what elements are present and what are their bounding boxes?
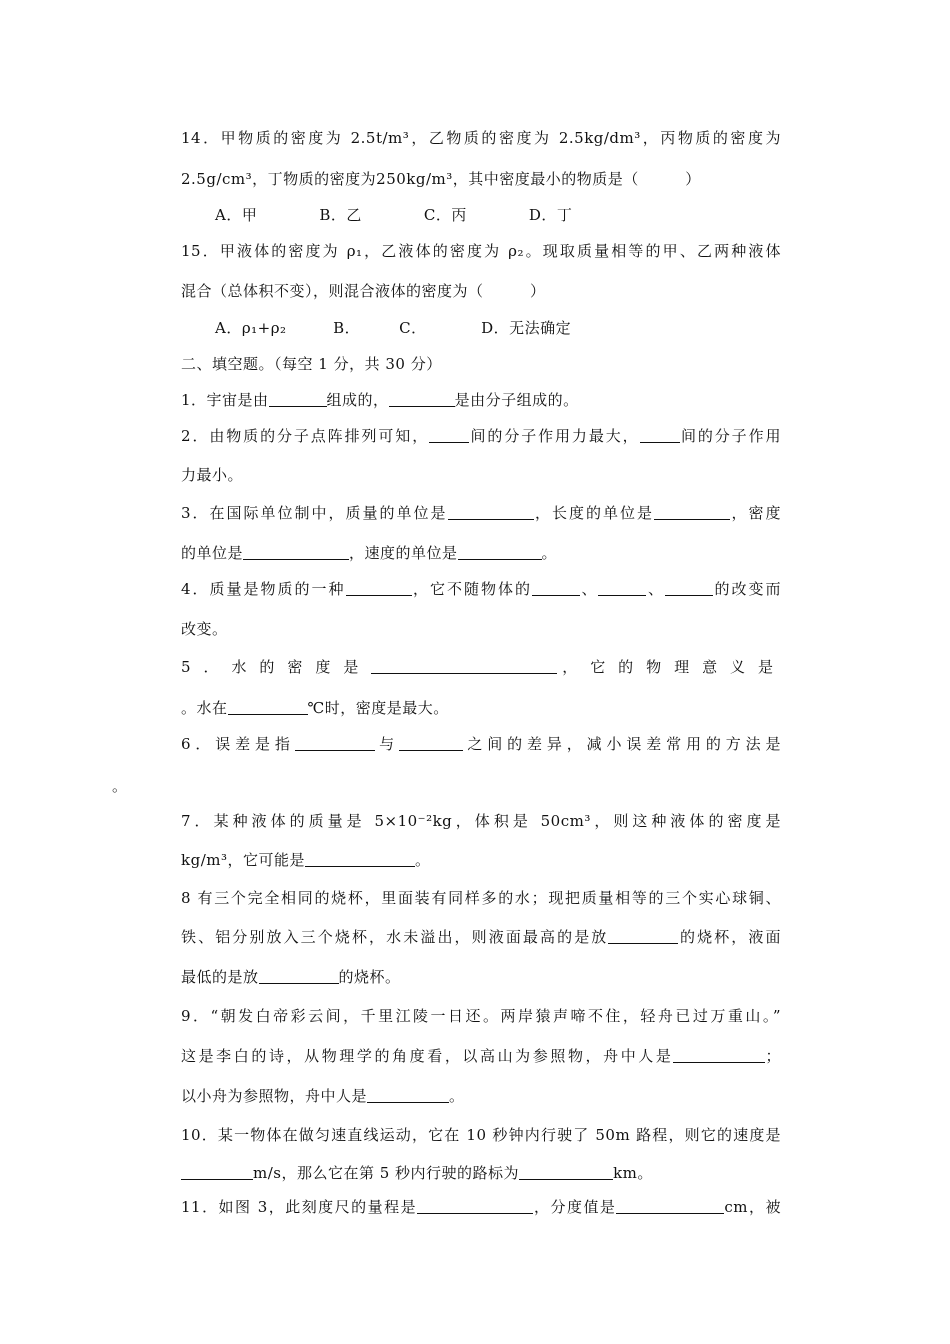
q3-blank-2[interactable] — [654, 503, 730, 520]
fill-q3-line1 — [181, 502, 781, 524]
q5-blank-1[interactable] — [371, 657, 557, 674]
q3-blank-1[interactable] — [448, 503, 534, 520]
q6-text-a: 6．误差是指 — [181, 735, 295, 753]
q5-text-c: 。水在 — [181, 699, 228, 717]
q10-blank-2[interactable] — [519, 1163, 613, 1180]
q10-text-b: km。 — [613, 1164, 653, 1182]
fill-q10-line1: 10．某一物体在做匀速直线运动，它在 10 秒钟内行驶了 50m 路程，则它的速度是 — [181, 1126, 781, 1144]
q4-blank-2[interactable] — [532, 579, 580, 596]
fill-q6-line1 — [181, 733, 781, 755]
q5-text-d: ℃时，密度是最大。 — [307, 699, 449, 717]
q4-text-a: 4．质量是物质的一种 — [181, 580, 346, 598]
fill-q7-line2 — [181, 849, 781, 871]
q3-text-d: 的单位是 — [181, 544, 244, 562]
q3-text-f: 。 — [541, 544, 558, 562]
q5-text-a: 5．水的密度是 — [181, 658, 372, 676]
q9-text-a: 这是李白的诗，从物理学的角度看，以高山为参照物，舟中人是 — [181, 1047, 674, 1065]
q1-blank-2[interactable] — [389, 390, 455, 407]
q3-text-c: ，密度 — [729, 504, 781, 522]
fill-q1 — [181, 389, 781, 411]
q11-text-b: ，分度值是 — [533, 1198, 617, 1216]
q4-text-b: ，它不随物体的 — [411, 580, 532, 598]
fill-q5-line2 — [181, 697, 781, 719]
q9-blank-2[interactable] — [367, 1086, 449, 1103]
q3-blank-3[interactable] — [243, 543, 349, 560]
fill-q10-line2 — [181, 1162, 781, 1184]
fill-q4-line1 — [181, 578, 781, 600]
q4-blank-3[interactable] — [598, 579, 646, 596]
q7-text-a: kg/m³，它可能是 — [181, 851, 305, 869]
fill-q9-line2 — [181, 1045, 781, 1067]
q11-text-a: 11．如图 3，此刻度尺的量程是 — [181, 1198, 418, 1216]
q4-blank-1[interactable] — [346, 579, 412, 596]
q4-text-d: 、 — [646, 580, 665, 598]
q2-blank-2[interactable] — [640, 426, 680, 443]
q1-text-a: 1．宇宙是由 — [181, 391, 269, 409]
q9-blank-1[interactable] — [673, 1046, 765, 1063]
q10-blank-1[interactable] — [181, 1163, 253, 1180]
q14-line2: 2.5g/cm³，丁物质的密度为250kg/m³，其中密度最小的物质是（ ） — [181, 170, 701, 188]
q14-options: A．甲 B．乙 C．丙 D．丁 — [215, 206, 573, 224]
q8-text-d: 的烧杯。 — [338, 968, 401, 986]
q1-text-c: 是由分子组成的。 — [454, 391, 579, 409]
q5-text-b: ，它的物理意义是 — [557, 658, 781, 676]
q2-text-b: 间的分子作用力最大， — [469, 427, 640, 445]
q2-blank-1[interactable] — [429, 426, 469, 443]
fill-q7-line1: 7．某种液体的质量是 5×10⁻²kg，体积是 50cm³，则这种液体的密度是 — [181, 812, 781, 830]
q4-text-c: 、 — [579, 580, 599, 598]
q2-text-c: 间的分子作用 — [679, 427, 781, 445]
fill-q3-line2 — [181, 542, 781, 564]
q7-text-b: 。 — [414, 851, 431, 869]
q3-text-b: ，长度的单位是 — [533, 504, 654, 522]
q8-text-a: 铁、铝分别放入三个烧杯，水未溢出，则液面最高的是放 — [181, 928, 609, 946]
q14-line1: 14．甲物质的密度为 2.5t/m³，乙物质的密度为 2.5kg/dm³，丙物质的密度为 — [181, 129, 781, 147]
q8-text-c: 最低的是放 — [181, 968, 259, 986]
fill-q2-line2: 力最小。 — [181, 466, 244, 484]
q4-text-e: 的改变而 — [712, 580, 781, 598]
fill-q4-line2: 改变。 — [181, 620, 228, 638]
q8-text-b: 的烧杯，液面 — [678, 928, 781, 946]
fill-q5-line1 — [181, 656, 781, 678]
fill-q2-line1 — [181, 425, 781, 447]
fill-q8-line3 — [181, 966, 781, 988]
fill-q8-line2 — [181, 926, 781, 948]
q8-blank-2[interactable] — [259, 967, 339, 984]
q4-blank-4[interactable] — [665, 579, 713, 596]
q10-text-a: m/s，那么它在第 5 秒内行驶的路标为 — [253, 1164, 520, 1182]
section2-heading: 二、填空题。（每空 1 分，共 30 分） — [181, 355, 442, 373]
q2-text-a: 2．由物质的分子点阵排列可知， — [181, 427, 430, 445]
q9-text-c: 以小舟为参照物，舟中人是 — [181, 1087, 368, 1105]
q9-text-b: ； — [765, 1047, 781, 1065]
q9-text-d: 。 — [449, 1087, 465, 1105]
q11-text-c: cm，被 — [724, 1198, 781, 1216]
q15-line2: 混合（总体积不变），则混合液体的密度为（ ） — [181, 282, 546, 300]
q15-line1: 15．甲液体的密度为 ρ₁，乙液体的密度为 ρ₂。现取质量相等的甲、乙两种液体 — [181, 242, 781, 260]
fill-q11-line1 — [181, 1196, 781, 1218]
fill-q9-line1: 9．“朝发白帝彩云间，千里江陵一日还。两岸猿声啼不住，轻舟已过万重山。” — [181, 1007, 781, 1025]
q11-blank-2[interactable] — [616, 1197, 724, 1214]
q1-blank-1[interactable] — [269, 390, 327, 407]
q6-blank-1[interactable] — [295, 734, 375, 751]
q3-text-a: 3．在国际单位制中，质量的单位是 — [181, 504, 448, 522]
q6-text-c: 之间的差异，减小误差常用的方法是 — [463, 735, 781, 753]
q6-text-b: 与 — [374, 735, 400, 753]
q11-blank-1[interactable] — [417, 1197, 533, 1214]
fill-q9-line3 — [181, 1085, 781, 1107]
q7-blank-1[interactable] — [305, 850, 415, 867]
q6-blank-2[interactable] — [399, 734, 463, 751]
q6-end-mark: 。 — [112, 777, 128, 795]
q1-text-b: 组成的， — [326, 391, 389, 409]
q15-options: A．ρ₁+ρ₂ B． C． D．无法确定 — [215, 319, 572, 337]
fill-q8-line1: 8 有三个完全相同的烧杯，里面装有同样多的水；现把质量相等的三个实心球铜、 — [181, 889, 781, 907]
q3-blank-4[interactable] — [458, 543, 542, 560]
q8-blank-1[interactable] — [608, 927, 678, 944]
q5-blank-2[interactable] — [228, 698, 308, 715]
q3-text-e: ，速度的单位是 — [349, 544, 458, 562]
